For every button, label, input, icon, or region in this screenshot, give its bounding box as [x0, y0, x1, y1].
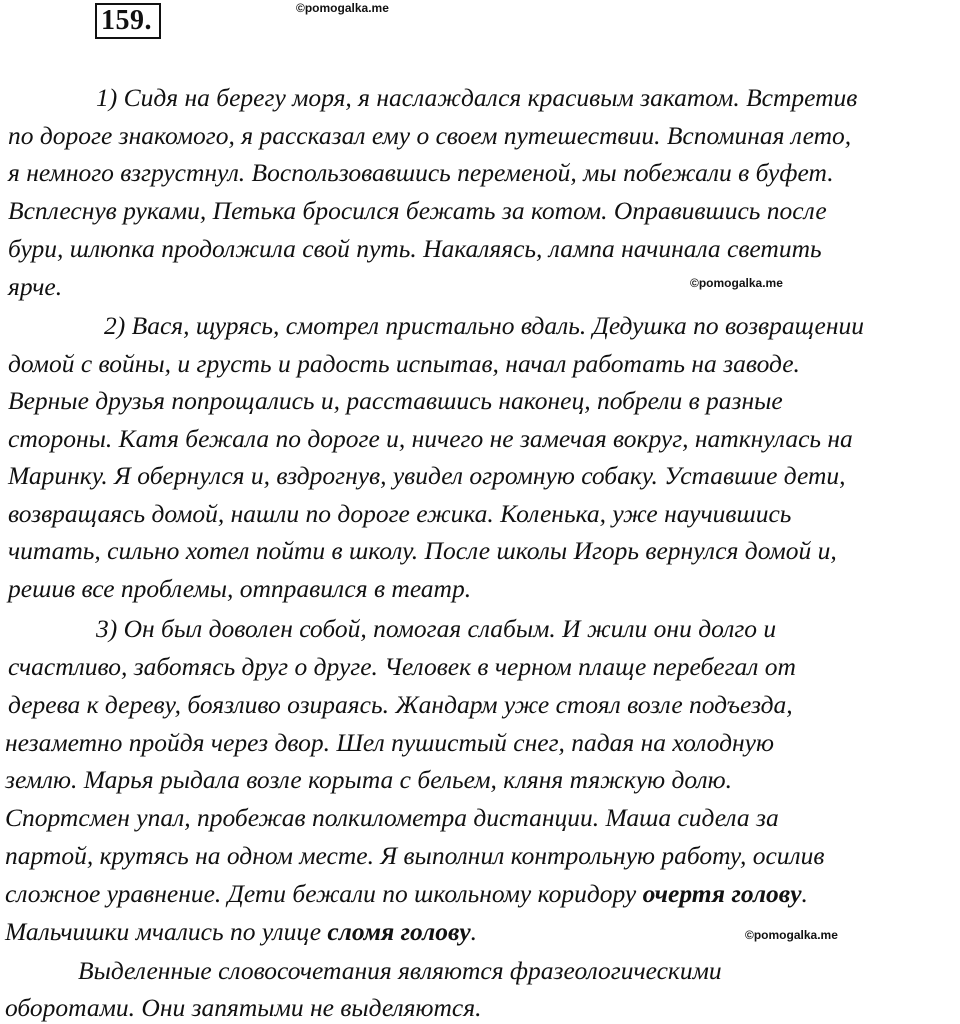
text-line: ярче.	[8, 272, 63, 301]
watermark-bottom: ©pomogalka.me	[745, 928, 838, 942]
text-line: оборотами. Они запятыми не выделяются.	[5, 993, 482, 1022]
text-line: Верные друзья попрощались и, расставшись наконец, побрели в разные	[8, 386, 783, 415]
watermark-top: ©pomogalka.me	[296, 1, 389, 15]
text-line	[5, 917, 477, 947]
exercise-number: 159.	[95, 3, 161, 39]
watermark-middle: ©pomogalka.me	[690, 276, 783, 290]
text-segment: Мальчишки мчались по улице	[5, 917, 328, 946]
text-line: Всплеснув руками, Петька бросился бежать за котом. Оправившись после	[8, 196, 827, 225]
text-line: я немного взгрустнул. Воспользовавшись переменой, мы побежали в буфет.	[8, 158, 834, 187]
bold-phrase-sloma: сломя голову	[327, 917, 471, 946]
text-line: незаметно пройдя через двор. Шел пушистый снег, падая на холодную	[5, 728, 774, 757]
text-line	[5, 879, 808, 909]
text-line: Спортсмен упал, пробежав полкилометра дистанции. Маша сидела за	[5, 803, 779, 832]
text-line: Выделенные словосочетания являются фразеологическими	[78, 956, 722, 985]
text-line: 1) Сидя на берегу моря, я наслаждался красивым закатом. Встретив	[96, 83, 858, 112]
text-line: возвращаясь домой, нашли по дороге ежика. Коленька, уже научившись	[8, 499, 792, 528]
text-segment: сложное уравнение. Дети бежали по школьному коридору	[5, 879, 643, 908]
text-line: дерева к дереву, боязливо озираясь. Жандарм уже стоял возле подъезда,	[8, 690, 793, 719]
text-line: решив все проблемы, отправился в театр.	[8, 574, 472, 603]
text-line: стороны. Катя бежала по дороге и, ничего не замечая вокруг, наткнулась на	[8, 424, 853, 453]
text-line: землю. Марья рыдала возле корыта с бельем, кляня тяжкую долю.	[5, 765, 732, 794]
text-line: Маринку. Я обернулся и, вздрогнув, увидел огромную собаку. Уставшие дети,	[8, 461, 846, 490]
text-line: 2) Вася, щурясь, смотрел пристально вдаль. Дедушка по возвращении	[104, 311, 864, 340]
bold-phrase-ochertya: очертя голову	[642, 879, 802, 908]
text-line: по дороге знакомого, я рассказал ему о своем путешествии. Вспоминая лето,	[8, 121, 852, 150]
text-line: читать, сильно хотел пойти в школу. После школы Игорь вернулся домой и,	[8, 536, 837, 565]
text-line: бури, шлюпка продолжила свой путь. Накаляясь, лампа начинала светить	[8, 234, 822, 263]
text-line: 3) Он был доволен собой, помогая слабым. И жили они долго и	[96, 614, 777, 643]
text-line: домой с войны, и грусть и радость испытав, начал работать на заводе.	[8, 349, 800, 378]
text-line: партой, крутясь на одном месте. Я выполнил контрольную работу, осилив	[5, 841, 825, 870]
text-segment: .	[470, 917, 478, 946]
text-segment: .	[801, 879, 808, 908]
text-line: счастливо, заботясь друг о друге. Человек в черном плаще перебегал от	[8, 652, 796, 681]
